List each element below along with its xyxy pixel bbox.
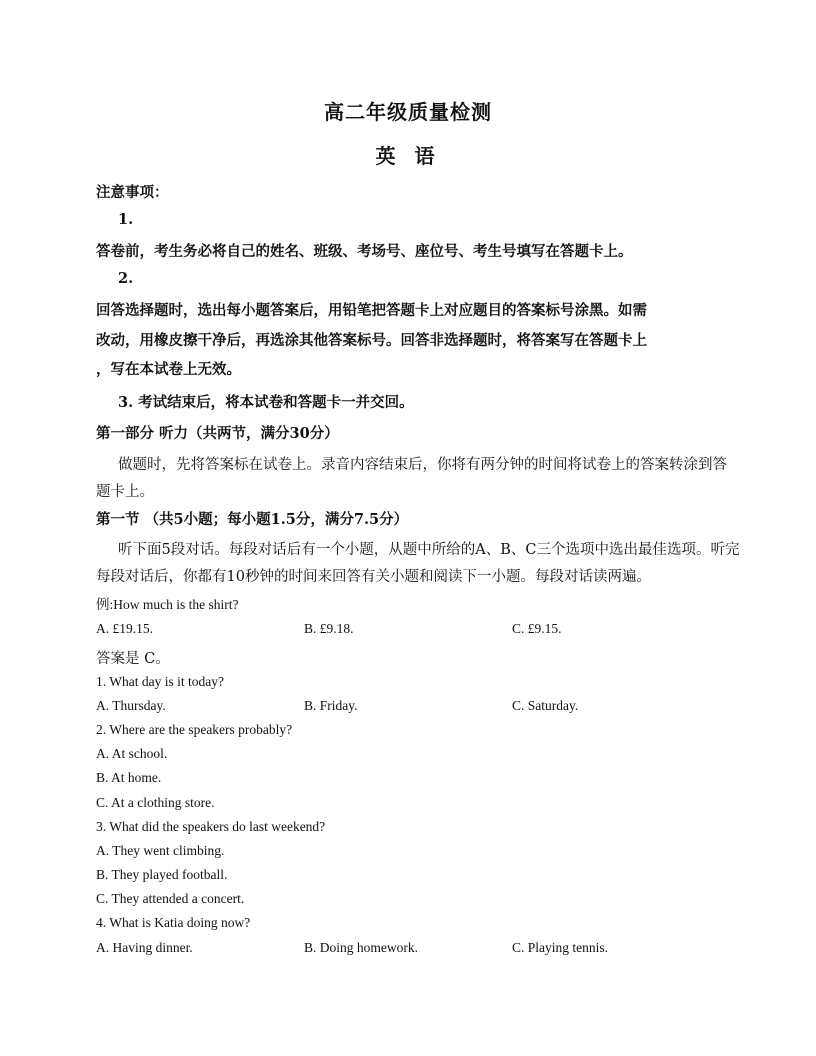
question-4-option-c: C. Playing tennis. [512,940,609,955]
question-2-option-b: B. At home. [96,770,162,785]
question-1-option-a: A. Thursday. [96,698,166,713]
example-option-c: C. £9.15. [512,621,562,636]
question-1-option-b: B. Friday. [304,698,358,713]
question-2-option-a: A. At school. [96,746,168,761]
section1-heading: 第一节 （共5小题；每小题1.5分，满分7.5分） [96,511,409,528]
notice-item3: 3. 考试结束后，将本试卷和答题卡一并交回。 [118,394,414,411]
notice-item2-number: 2. [118,270,134,287]
notice-item2-line2: 改动，用橡皮擦干净后，再选涂其他答案标号。回答非选择题时，将答案写在答题卡上 [96,332,647,349]
example-option-a: A. £19.15. [96,621,153,636]
part1-intro-line1: 做题时，先将答案标在试卷上。录音内容结束后，你将有两分钟的时间将试卷上的答案转涂到答 [118,457,727,473]
section1-intro-line2: 每段对话后，你都有10秒钟的时间来回答有关小题和阅读下一小题。每段对话读两遍。 [96,569,651,585]
example-answer: 答案是 C。 [96,651,170,667]
question-3-option-b: B. They played football. [96,867,228,882]
question-4-option-a: A. Having dinner. [96,940,193,955]
notice-heading: 注意事项： [96,184,169,201]
example-question: 例:How much is the shirt? [96,597,239,612]
section1-intro-line1: 听下面5段对话。每段对话后有一个小题，从题中所给的A、B、C三个选项中选出最佳选项。听完 [118,542,740,558]
question-3-option-c: C. They attended a concert. [96,891,245,906]
subject-title: 英 语 [375,144,441,168]
question-3: 3. What did the speakers do last weekend? [96,819,326,834]
part1-intro-line2: 题卡上。 [96,484,154,500]
notice-item2-line1: 回答选择题时，选出每小题答案后，用铅笔把答题卡上对应题目的答案标号涂黑。如需 [96,302,647,319]
question-2: 2. Where are the speakers probably? [96,722,293,737]
question-1-option-c: C. Saturday. [512,698,579,713]
question-1: 1. What day is it today? [96,674,224,689]
question-4-option-b: B. Doing homework. [304,940,418,955]
part1-heading: 第一部分 听力（共两节，满分30分） [96,425,339,442]
exam-title: 高二年级质量检测 [324,100,492,124]
notice-item2-line3: ，写在本试卷上无效。 [96,361,241,378]
example-option-b: B. £9.18. [304,621,354,636]
question-2-option-c: C. At a clothing store. [96,795,215,810]
notice-item1-number: 1. [118,211,134,228]
notice-item1-text: 答卷前，考生务必将自己的姓名、班级、考场号、座位号、考生号填写在答题卡上。 [96,243,633,260]
question-3-option-a: A. They went climbing. [96,843,225,858]
question-4: 4. What is Katia doing now? [96,915,251,930]
